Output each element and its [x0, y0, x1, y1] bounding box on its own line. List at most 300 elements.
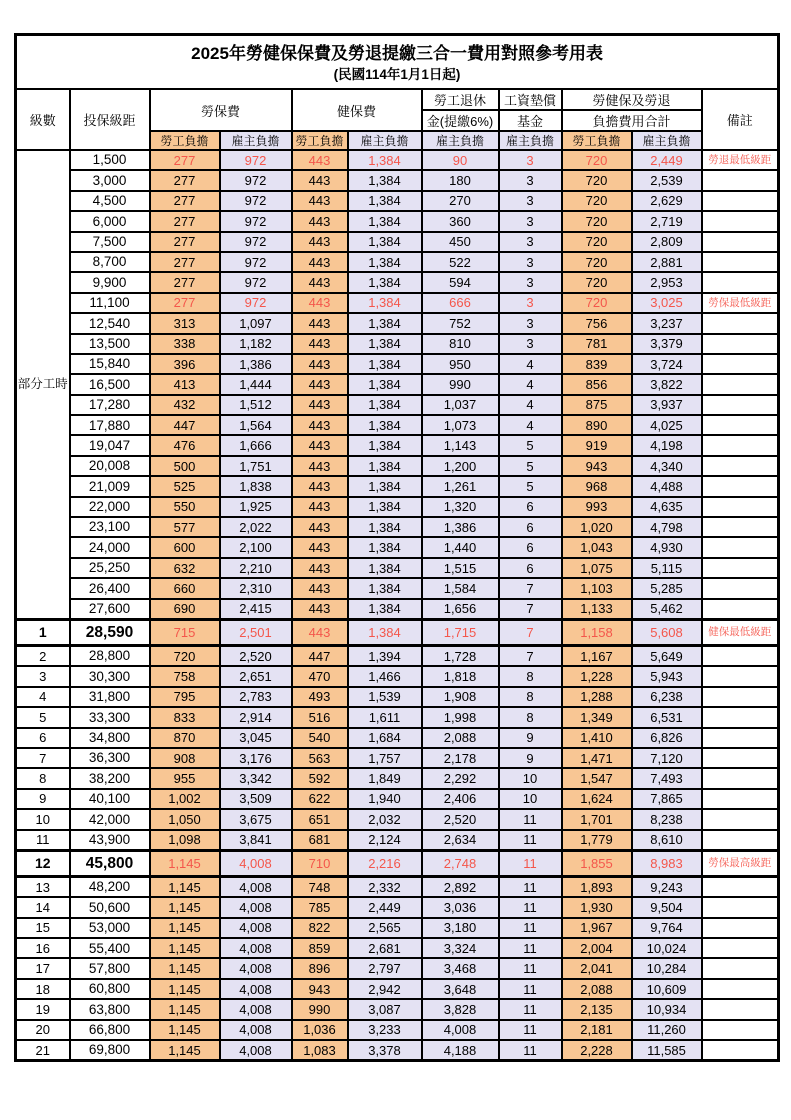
- value-cell-total-employee: 720: [562, 252, 632, 272]
- value-cell-total-employer: 5,608: [632, 619, 702, 645]
- value-cell-health-employer: 1,384: [348, 191, 422, 211]
- col-header-health-insurance: 健保費: [292, 89, 422, 131]
- table-row: [16, 334, 779, 354]
- value-cell-health-employee: 443: [292, 497, 348, 517]
- value-cell-health-employer: 1,384: [348, 272, 422, 292]
- value-cell-labor-employer: 4,008: [220, 897, 292, 917]
- value-cell-labor-employer: 3,045: [220, 728, 292, 748]
- remark-cell: [702, 232, 779, 252]
- value-cell-labor-employer: 972: [220, 191, 292, 211]
- value-cell-wage-fund-employer: 3: [499, 272, 562, 292]
- value-cell-labor-employee: 908: [150, 748, 220, 768]
- value-cell-health-employer: 1,684: [348, 728, 422, 748]
- value-cell-pension-employer: 360: [422, 211, 499, 231]
- value-cell-health-employee: 493: [292, 687, 348, 707]
- bracket-cell: 38,200: [70, 768, 150, 788]
- value-cell-labor-employer: 3,675: [220, 809, 292, 829]
- value-cell-labor-employee: 447: [150, 415, 220, 435]
- value-cell-labor-employer: 972: [220, 293, 292, 313]
- value-cell-pension-employer: 450: [422, 232, 499, 252]
- value-cell-pension-employer: 90: [422, 150, 499, 170]
- table-row: [16, 558, 779, 578]
- value-cell-health-employer: 1,384: [348, 232, 422, 252]
- value-cell-wage-fund-employer: 11: [499, 958, 562, 978]
- remark-cell: [702, 191, 779, 211]
- remark-cell: [702, 938, 779, 958]
- value-cell-labor-employer: 2,022: [220, 517, 292, 537]
- value-cell-labor-employer: 2,501: [220, 619, 292, 645]
- value-cell-total-employer: 2,809: [632, 232, 702, 252]
- value-cell-total-employee: 993: [562, 497, 632, 517]
- table-row: [16, 354, 779, 374]
- remark-cell: [702, 578, 779, 598]
- value-cell-health-employee: 516: [292, 707, 348, 727]
- bracket-cell: 8,700: [70, 252, 150, 272]
- bracket-cell: 43,900: [70, 830, 150, 851]
- value-cell-pension-employer: 1,818: [422, 666, 499, 686]
- value-cell-health-employer: 1,539: [348, 687, 422, 707]
- value-cell-labor-employee: 833: [150, 707, 220, 727]
- value-cell-pension-employer: 3,468: [422, 958, 499, 978]
- value-cell-labor-employer: 2,651: [220, 666, 292, 686]
- table-row: [16, 768, 779, 788]
- remark-cell: [702, 897, 779, 917]
- value-cell-health-employer: 2,332: [348, 876, 422, 897]
- value-cell-wage-fund-employer: 4: [499, 374, 562, 394]
- value-cell-health-employer: 1,384: [348, 599, 422, 620]
- value-cell-wage-fund-employer: 7: [499, 578, 562, 598]
- value-cell-health-employee: 859: [292, 938, 348, 958]
- table-row: [16, 999, 779, 1019]
- value-cell-health-employee: 443: [292, 150, 348, 170]
- subheader-health-employee: 勞工負擔: [292, 131, 348, 150]
- value-cell-labor-employer: 972: [220, 272, 292, 292]
- remark-cell: [702, 958, 779, 978]
- value-cell-total-employer: 6,826: [632, 728, 702, 748]
- value-cell-labor-employee: 1,145: [150, 979, 220, 999]
- level-cell: 15: [16, 918, 70, 938]
- value-cell-labor-employer: 1,666: [220, 435, 292, 455]
- value-cell-labor-employer: 3,841: [220, 830, 292, 851]
- value-cell-labor-employer: 2,783: [220, 687, 292, 707]
- value-cell-total-employee: 1,471: [562, 748, 632, 768]
- value-cell-total-employer: 10,609: [632, 979, 702, 999]
- value-cell-health-employee: 443: [292, 170, 348, 190]
- value-cell-total-employer: 2,539: [632, 170, 702, 190]
- remark-cell: [702, 876, 779, 897]
- value-cell-labor-employee: 1,145: [150, 1040, 220, 1061]
- value-cell-total-employee: 1,075: [562, 558, 632, 578]
- value-cell-labor-employee: 1,145: [150, 918, 220, 938]
- bracket-cell: 16,500: [70, 374, 150, 394]
- value-cell-pension-employer: 2,406: [422, 789, 499, 809]
- value-cell-health-employee: 785: [292, 897, 348, 917]
- value-cell-health-employer: 1,384: [348, 435, 422, 455]
- value-cell-wage-fund-employer: 4: [499, 395, 562, 415]
- value-cell-wage-fund-employer: 11: [499, 979, 562, 999]
- remark-cell: 勞保最低級距: [702, 293, 779, 313]
- value-cell-total-employee: 756: [562, 313, 632, 333]
- subheader-health-employer: 雇主負擔: [348, 131, 422, 150]
- value-cell-total-employer: 2,629: [632, 191, 702, 211]
- value-cell-labor-employee: 500: [150, 456, 220, 476]
- value-cell-health-employer: 2,032: [348, 809, 422, 829]
- value-cell-health-employee: 943: [292, 979, 348, 999]
- value-cell-wage-fund-employer: 3: [499, 334, 562, 354]
- table-row: [16, 170, 779, 190]
- value-cell-total-employer: 3,237: [632, 313, 702, 333]
- value-cell-health-employer: 2,681: [348, 938, 422, 958]
- fee-reference-table: [14, 33, 780, 1062]
- value-cell-labor-employee: 338: [150, 334, 220, 354]
- value-cell-wage-fund-employer: 6: [499, 517, 562, 537]
- value-cell-total-employer: 3,025: [632, 293, 702, 313]
- bracket-cell: 69,800: [70, 1040, 150, 1061]
- table-row: [16, 374, 779, 394]
- value-cell-pension-employer: 1,261: [422, 476, 499, 496]
- table-row: [16, 619, 779, 645]
- remark-cell: [702, 830, 779, 851]
- bracket-cell: 9,900: [70, 272, 150, 292]
- value-cell-labor-employer: 972: [220, 232, 292, 252]
- value-cell-pension-employer: 1,584: [422, 578, 499, 598]
- bracket-cell: 15,840: [70, 354, 150, 374]
- value-cell-labor-employer: 972: [220, 211, 292, 231]
- value-cell-total-employee: 1,228: [562, 666, 632, 686]
- value-cell-total-employee: 1,288: [562, 687, 632, 707]
- bracket-cell: 17,880: [70, 415, 150, 435]
- value-cell-total-employer: 5,462: [632, 599, 702, 620]
- bracket-cell: 26,400: [70, 578, 150, 598]
- remark-cell: [702, 1020, 779, 1040]
- table-row: [16, 876, 779, 897]
- value-cell-health-employee: 443: [292, 272, 348, 292]
- value-cell-pension-employer: 3,828: [422, 999, 499, 1019]
- value-cell-labor-employee: 632: [150, 558, 220, 578]
- bracket-cell: 20,008: [70, 456, 150, 476]
- value-cell-total-employer: 8,238: [632, 809, 702, 829]
- value-cell-wage-fund-employer: 11: [499, 830, 562, 851]
- value-cell-pension-employer: 3,324: [422, 938, 499, 958]
- remark-cell: [702, 999, 779, 1019]
- value-cell-labor-employee: 277: [150, 293, 220, 313]
- value-cell-labor-employee: 690: [150, 599, 220, 620]
- table-row: [16, 979, 779, 999]
- value-cell-health-employer: 1,384: [348, 619, 422, 645]
- value-cell-total-employee: 1,701: [562, 809, 632, 829]
- value-cell-total-employer: 4,025: [632, 415, 702, 435]
- value-cell-health-employer: 2,942: [348, 979, 422, 999]
- table-row: [16, 517, 779, 537]
- value-cell-total-employee: 1,967: [562, 918, 632, 938]
- value-cell-wage-fund-employer: 8: [499, 687, 562, 707]
- value-cell-health-employee: 443: [292, 211, 348, 231]
- value-cell-health-employer: 1,384: [348, 334, 422, 354]
- value-cell-pension-employer: 594: [422, 272, 499, 292]
- level-cell: 11: [16, 830, 70, 851]
- value-cell-health-employee: 443: [292, 354, 348, 374]
- value-cell-wage-fund-employer: 11: [499, 897, 562, 917]
- value-cell-health-employee: 681: [292, 830, 348, 851]
- subheader-labor-employee: 勞工負擔: [150, 131, 220, 150]
- title-row: [16, 35, 779, 90]
- value-cell-total-employee: 1,349: [562, 707, 632, 727]
- table-row: [16, 211, 779, 231]
- remark-cell: [702, 789, 779, 809]
- table-row: [16, 687, 779, 707]
- value-cell-health-employee: 896: [292, 958, 348, 978]
- remark-cell: [702, 666, 779, 686]
- value-cell-labor-employer: 2,415: [220, 599, 292, 620]
- bracket-cell: 48,200: [70, 876, 150, 897]
- remark-cell: [702, 768, 779, 788]
- remark-cell: [702, 645, 779, 666]
- level-cell: 9: [16, 789, 70, 809]
- part-time-merged-cell: 部分工時: [16, 150, 70, 619]
- value-cell-labor-employer: 4,008: [220, 999, 292, 1019]
- value-cell-labor-employee: 277: [150, 232, 220, 252]
- value-cell-labor-employee: 1,145: [150, 897, 220, 917]
- bracket-cell: 13,500: [70, 334, 150, 354]
- remark-cell: [702, 809, 779, 829]
- value-cell-pension-employer: 522: [422, 252, 499, 272]
- value-cell-total-employee: 1,779: [562, 830, 632, 851]
- value-cell-labor-employee: 413: [150, 374, 220, 394]
- value-cell-labor-employee: 1,145: [150, 1020, 220, 1040]
- value-cell-total-employer: 3,822: [632, 374, 702, 394]
- value-cell-wage-fund-employer: 8: [499, 666, 562, 686]
- value-cell-health-employee: 443: [292, 578, 348, 598]
- value-cell-labor-employee: 1,145: [150, 850, 220, 876]
- subheader-labor-employer: 雇主負擔: [220, 131, 292, 150]
- table-row: [16, 476, 779, 496]
- table-row: [16, 809, 779, 829]
- value-cell-health-employer: 1,384: [348, 354, 422, 374]
- value-cell-health-employee: 443: [292, 374, 348, 394]
- value-cell-labor-employee: 396: [150, 354, 220, 374]
- value-cell-health-employee: 540: [292, 728, 348, 748]
- value-cell-wage-fund-employer: 10: [499, 789, 562, 809]
- bracket-cell: 6,000: [70, 211, 150, 231]
- value-cell-labor-employer: 1,838: [220, 476, 292, 496]
- table-row: [16, 272, 779, 292]
- col-header-wage-fund-line2: 基金: [499, 110, 562, 131]
- value-cell-total-employer: 5,649: [632, 645, 702, 666]
- value-cell-wage-fund-employer: 3: [499, 211, 562, 231]
- value-cell-total-employer: 8,983: [632, 850, 702, 876]
- value-cell-pension-employer: 1,143: [422, 435, 499, 455]
- value-cell-total-employer: 8,610: [632, 830, 702, 851]
- value-cell-total-employee: 2,181: [562, 1020, 632, 1040]
- value-cell-health-employer: 1,849: [348, 768, 422, 788]
- value-cell-health-employer: 1,384: [348, 517, 422, 537]
- remark-cell: [702, 728, 779, 748]
- table-row: [16, 645, 779, 666]
- value-cell-total-employer: 5,943: [632, 666, 702, 686]
- value-cell-health-employee: 443: [292, 599, 348, 620]
- value-cell-health-employee: 443: [292, 395, 348, 415]
- value-cell-pension-employer: 1,728: [422, 645, 499, 666]
- bracket-cell: 45,800: [70, 850, 150, 876]
- value-cell-pension-employer: 4,188: [422, 1040, 499, 1061]
- value-cell-wage-fund-employer: 6: [499, 497, 562, 517]
- col-header-labor-insurance: 勞保費: [150, 89, 292, 131]
- remark-cell: 健保最低級距: [702, 619, 779, 645]
- table-row: [16, 191, 779, 211]
- value-cell-total-employer: 4,198: [632, 435, 702, 455]
- value-cell-labor-employer: 2,914: [220, 707, 292, 727]
- value-cell-total-employee: 1,020: [562, 517, 632, 537]
- table-row: [16, 537, 779, 557]
- bracket-cell: 60,800: [70, 979, 150, 999]
- value-cell-labor-employer: 4,008: [220, 1040, 292, 1061]
- value-cell-wage-fund-employer: 4: [499, 415, 562, 435]
- value-cell-total-employee: 890: [562, 415, 632, 435]
- value-cell-labor-employer: 1,512: [220, 395, 292, 415]
- value-cell-health-employee: 1,036: [292, 1020, 348, 1040]
- value-cell-total-employee: 875: [562, 395, 632, 415]
- remark-cell: [702, 211, 779, 231]
- value-cell-labor-employer: 972: [220, 150, 292, 170]
- value-cell-total-employee: 1,410: [562, 728, 632, 748]
- col-header-pension-line2: 金(提繳6%): [422, 110, 499, 131]
- table-row: [16, 707, 779, 727]
- value-cell-pension-employer: 3,036: [422, 897, 499, 917]
- value-cell-total-employer: 7,120: [632, 748, 702, 768]
- table-row: [16, 958, 779, 978]
- subheader-wage-fund-employer: 雇主負擔: [499, 131, 562, 150]
- value-cell-total-employer: 4,635: [632, 497, 702, 517]
- value-cell-labor-employer: 2,210: [220, 558, 292, 578]
- value-cell-pension-employer: 666: [422, 293, 499, 313]
- value-cell-health-employer: 1,757: [348, 748, 422, 768]
- value-cell-labor-employee: 432: [150, 395, 220, 415]
- remark-cell: [702, 537, 779, 557]
- value-cell-labor-employer: 4,008: [220, 938, 292, 958]
- value-cell-labor-employer: 972: [220, 170, 292, 190]
- value-cell-health-employer: 2,124: [348, 830, 422, 851]
- level-cell: 10: [16, 809, 70, 829]
- value-cell-labor-employee: 277: [150, 272, 220, 292]
- value-cell-wage-fund-employer: 3: [499, 191, 562, 211]
- level-cell: 20: [16, 1020, 70, 1040]
- table-row: [16, 456, 779, 476]
- value-cell-total-employee: 1,103: [562, 578, 632, 598]
- level-cell: 13: [16, 876, 70, 897]
- value-cell-labor-employee: 1,050: [150, 809, 220, 829]
- value-cell-total-employee: 1,158: [562, 619, 632, 645]
- col-header-bracket: 投保級距: [70, 89, 150, 150]
- bracket-cell: 19,047: [70, 435, 150, 455]
- bracket-cell: 30,300: [70, 666, 150, 686]
- value-cell-health-employee: 443: [292, 476, 348, 496]
- value-cell-total-employee: 2,004: [562, 938, 632, 958]
- value-cell-wage-fund-employer: 4: [499, 354, 562, 374]
- value-cell-health-employer: 1,384: [348, 415, 422, 435]
- col-header-level: 級數: [16, 89, 70, 150]
- remark-cell: [702, 170, 779, 190]
- remark-cell: [702, 476, 779, 496]
- value-cell-labor-employee: 476: [150, 435, 220, 455]
- value-cell-total-employee: 1,930: [562, 897, 632, 917]
- table-row: [16, 666, 779, 686]
- value-cell-health-employee: 563: [292, 748, 348, 768]
- value-cell-total-employee: 1,167: [562, 645, 632, 666]
- bracket-cell: 23,100: [70, 517, 150, 537]
- value-cell-total-employee: 720: [562, 211, 632, 231]
- value-cell-health-employer: 1,384: [348, 395, 422, 415]
- value-cell-labor-employee: 525: [150, 476, 220, 496]
- value-cell-health-employee: 443: [292, 232, 348, 252]
- value-cell-labor-employee: 795: [150, 687, 220, 707]
- value-cell-health-employee: 443: [292, 313, 348, 333]
- table-row: [16, 897, 779, 917]
- header-row-1: [16, 89, 779, 110]
- value-cell-health-employee: 990: [292, 999, 348, 1019]
- value-cell-labor-employer: 1,564: [220, 415, 292, 435]
- value-cell-labor-employee: 277: [150, 150, 220, 170]
- table-row: [16, 1040, 779, 1061]
- value-cell-total-employee: 720: [562, 272, 632, 292]
- value-cell-health-employee: 443: [292, 558, 348, 578]
- value-cell-total-employer: 4,340: [632, 456, 702, 476]
- table-row: [16, 748, 779, 768]
- value-cell-wage-fund-employer: 6: [499, 537, 562, 557]
- col-header-total-line2: 負擔費用合計: [562, 110, 702, 131]
- value-cell-labor-employee: 870: [150, 728, 220, 748]
- level-cell: 3: [16, 666, 70, 686]
- level-cell: 1: [16, 619, 70, 645]
- value-cell-labor-employer: 4,008: [220, 958, 292, 978]
- value-cell-labor-employer: 3,342: [220, 768, 292, 788]
- value-cell-wage-fund-employer: 11: [499, 999, 562, 1019]
- remark-cell: [702, 558, 779, 578]
- value-cell-pension-employer: 1,715: [422, 619, 499, 645]
- value-cell-wage-fund-employer: 5: [499, 456, 562, 476]
- value-cell-total-employee: 968: [562, 476, 632, 496]
- value-cell-total-employee: 856: [562, 374, 632, 394]
- value-cell-health-employee: 443: [292, 293, 348, 313]
- value-cell-health-employee: 443: [292, 334, 348, 354]
- value-cell-health-employer: 1,394: [348, 645, 422, 666]
- value-cell-total-employer: 4,798: [632, 517, 702, 537]
- col-header-wage-fund-line1: 工資墊償: [499, 89, 562, 110]
- value-cell-labor-employer: 2,310: [220, 578, 292, 598]
- value-cell-wage-fund-employer: 3: [499, 252, 562, 272]
- value-cell-health-employer: 1,384: [348, 313, 422, 333]
- level-cell: 4: [16, 687, 70, 707]
- value-cell-health-employee: 470: [292, 666, 348, 686]
- table-row: [16, 497, 779, 517]
- value-cell-health-employee: 443: [292, 252, 348, 272]
- remark-cell: [702, 415, 779, 435]
- value-cell-health-employee: 748: [292, 876, 348, 897]
- bracket-cell: 33,300: [70, 707, 150, 727]
- value-cell-labor-employee: 660: [150, 578, 220, 598]
- value-cell-total-employer: 9,764: [632, 918, 702, 938]
- value-cell-total-employer: 5,285: [632, 578, 702, 598]
- bracket-cell: 25,250: [70, 558, 150, 578]
- remark-cell: [702, 748, 779, 768]
- value-cell-total-employer: 6,238: [632, 687, 702, 707]
- value-cell-pension-employer: 1,440: [422, 537, 499, 557]
- value-cell-health-employer: 2,797: [348, 958, 422, 978]
- value-cell-health-employer: 1,384: [348, 497, 422, 517]
- table-row: [16, 232, 779, 252]
- value-cell-labor-employee: 1,145: [150, 999, 220, 1019]
- value-cell-labor-employer: 972: [220, 252, 292, 272]
- value-cell-health-employee: 443: [292, 435, 348, 455]
